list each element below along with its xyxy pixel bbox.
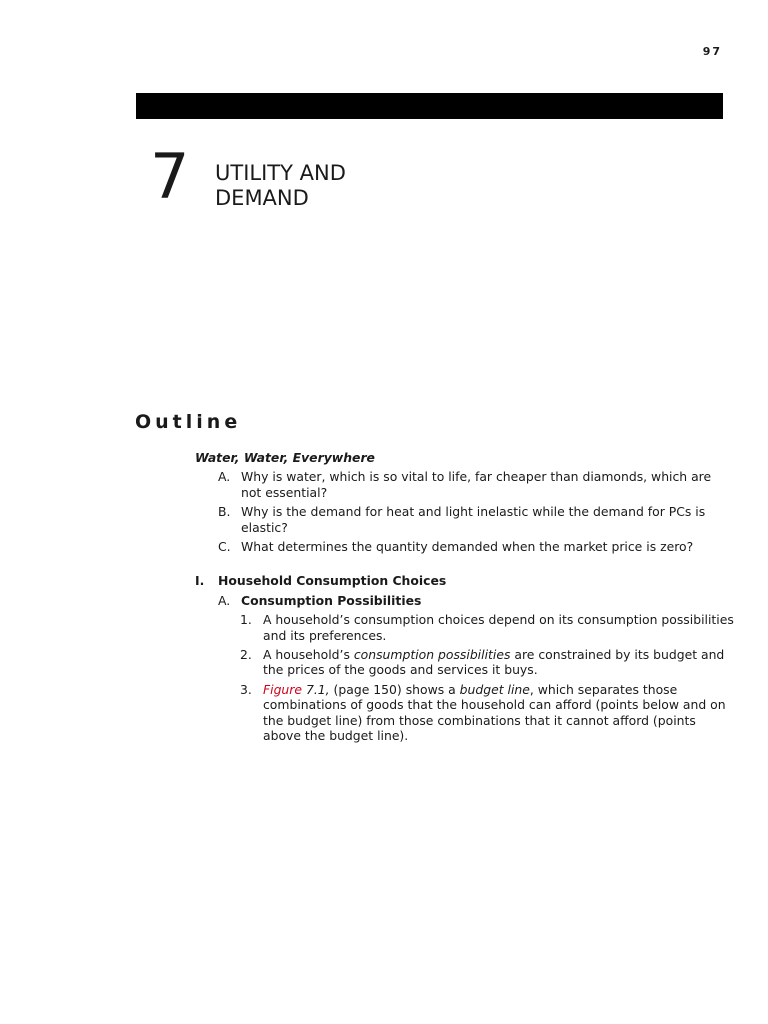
chapter-bar [136, 93, 723, 119]
section-label: I. [195, 573, 205, 589]
chapter-title-line-2: DEMAND [215, 186, 309, 210]
point-3 [195, 682, 735, 744]
item-text: Why is water, which is so vital to life, far cheaper than diamonds, which are not essential? [241, 469, 712, 500]
point-label: 1. [240, 612, 252, 628]
outline-heading: Outline [135, 411, 242, 433]
point-text-post: , which separates those combinations of goods that the household can afford (points below and on the budget line) from those combinations that it cannot afford (points above the budget line). [263, 681, 726, 744]
item-label: B. [218, 504, 231, 520]
section-title: Household Consumption Choices [218, 573, 447, 589]
point-text [263, 647, 735, 678]
chapter-number: 7 [150, 140, 190, 213]
term-consumption-possibilities: consumption possibilities [353, 647, 511, 663]
intro-item-b [195, 504, 735, 535]
intro-item-c [195, 539, 735, 554]
figure-ref: 7.1, [302, 681, 330, 697]
chapter-title [215, 161, 346, 211]
point-text [263, 682, 735, 744]
point-text-post: are constrained by its budget and the prices of the goods and services it buys. [263, 647, 725, 678]
point-text-pre: A household’s [263, 647, 354, 663]
intro-item-a [195, 469, 735, 500]
subsection-label: A. [218, 592, 231, 608]
item-label: C. [218, 539, 231, 555]
chapter-title-line-1: UTILITY AND [215, 161, 346, 185]
point-2 [195, 647, 735, 678]
point-text-mid: (page 150) shows a [329, 681, 460, 697]
term-budget-line: budget line [459, 681, 530, 697]
point-text: A household’s consumption choices depend on its consumption possibilities and its preferences. [263, 612, 734, 643]
item-text: What determines the quantity demanded when the market price is zero? [241, 539, 694, 555]
outline-content [195, 450, 735, 748]
subsection-heading [195, 593, 735, 608]
figure-link[interactable]: Figure [263, 681, 303, 697]
page-number: 97 [702, 45, 722, 58]
section-spacer [195, 558, 735, 573]
section-heading [195, 573, 735, 588]
item-label: A. [218, 469, 231, 485]
point-1 [195, 612, 735, 643]
item-text: Why is the demand for heat and light inelastic while the demand for PCs is elastic? [241, 504, 706, 535]
intro-title: Water, Water, Everywhere [195, 450, 375, 465]
point-label: 3. [240, 681, 252, 697]
subsection-title: Consumption Possibilities [241, 592, 422, 608]
point-label: 2. [240, 647, 252, 663]
